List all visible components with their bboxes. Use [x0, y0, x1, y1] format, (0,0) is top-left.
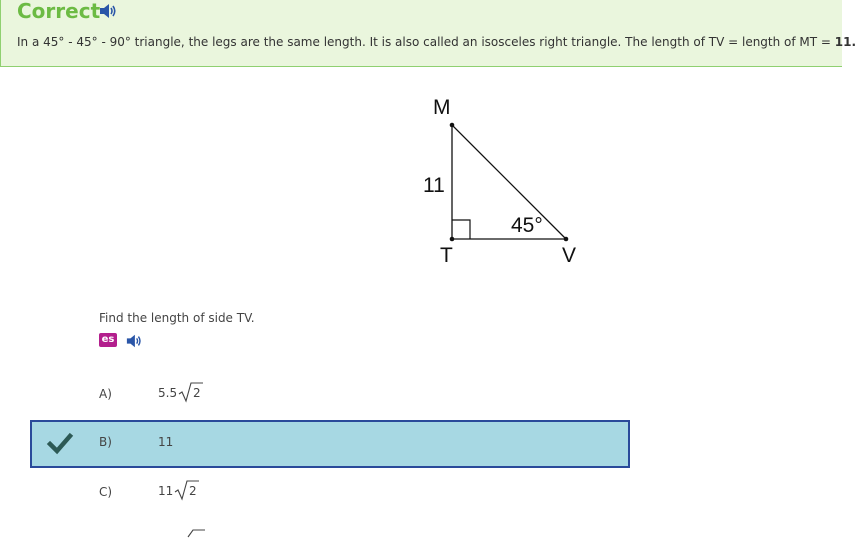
- explanation-text: In a 45° - 45° - 90° triangle, the legs are the same length. It is also called an isosceles right triangle. The length of TV = length of MT =: [17, 35, 835, 49]
- label-angle-45: 45°: [511, 214, 543, 237]
- speaker-icon[interactable]: [98, 2, 118, 20]
- label-v: V: [562, 244, 577, 267]
- choice-value: 11: [158, 435, 174, 449]
- choice-radicand: 2: [193, 386, 201, 400]
- point-t: [450, 237, 455, 242]
- speaker-icon[interactable]: [124, 333, 144, 349]
- label-m: M: [433, 96, 451, 119]
- answer-choice-b[interactable]: [30, 420, 630, 468]
- feedback-title: Correct: [17, 0, 101, 23]
- answer-choice-c[interactable]: [30, 470, 630, 518]
- choice-coefficient: 5.5: [158, 386, 178, 400]
- feedback-banner: [0, 0, 856, 67]
- explanation-value: 11.: [834, 35, 856, 49]
- feedback-explanation: [17, 35, 856, 49]
- point-v: [564, 237, 569, 242]
- label-side-11: 11: [423, 174, 445, 197]
- label-t: T: [440, 244, 453, 267]
- choice-radicand: 2: [189, 484, 197, 498]
- checkmark-icon: [48, 432, 72, 454]
- question-prompt: Find the length of side TV.: [99, 311, 255, 325]
- answer-choice-a[interactable]: [30, 372, 630, 420]
- right-angle-marker: [452, 220, 470, 239]
- sqrt-symbol-icon: [180, 528, 206, 538]
- triangle-figure: [410, 92, 590, 272]
- choice-letter: B): [99, 435, 112, 449]
- spanish-translate-button[interactable]: es: [99, 333, 117, 347]
- choice-coefficient: 11: [158, 484, 174, 498]
- side-mv: [452, 125, 566, 239]
- point-m: [450, 123, 455, 128]
- choice-letter: C): [99, 485, 113, 499]
- choice-letter: A): [99, 387, 112, 401]
